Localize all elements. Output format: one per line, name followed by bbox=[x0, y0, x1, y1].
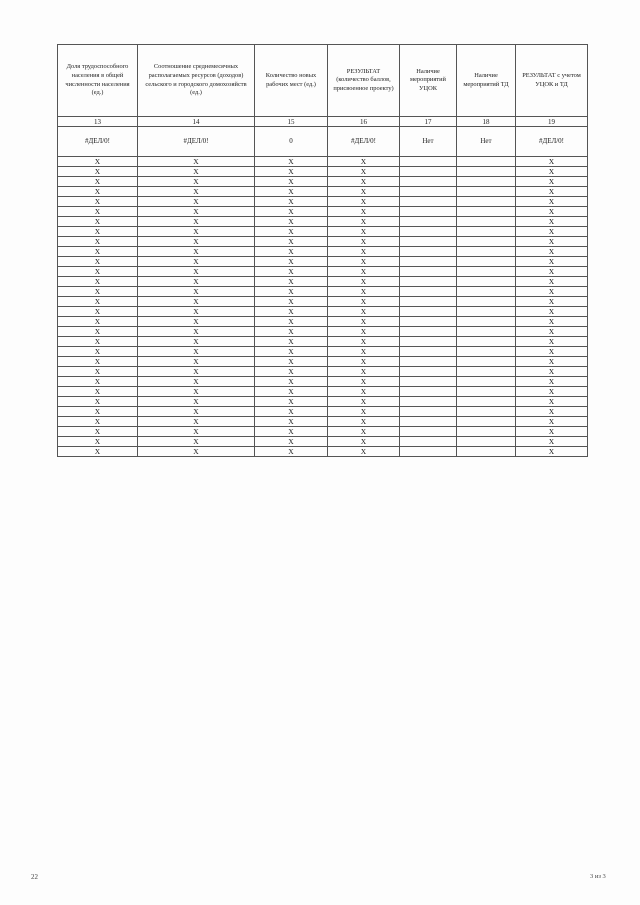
table-cell: X bbox=[138, 247, 255, 257]
table-row bbox=[58, 357, 588, 367]
table-cell: X bbox=[255, 217, 328, 227]
table-cell: X bbox=[328, 297, 400, 307]
table-cell: X bbox=[138, 217, 255, 227]
table-cell: X bbox=[58, 197, 138, 207]
table-cell bbox=[457, 197, 516, 207]
table-cell: X bbox=[58, 347, 138, 357]
table-cell: X bbox=[138, 327, 255, 337]
table-cell: X bbox=[138, 407, 255, 417]
table-cell: X bbox=[516, 437, 588, 447]
table-cell: X bbox=[328, 427, 400, 437]
table-cell: X bbox=[138, 227, 255, 237]
table-cell bbox=[457, 407, 516, 417]
table-cell: X bbox=[328, 267, 400, 277]
table-cell: X bbox=[328, 327, 400, 337]
table-cell: X bbox=[138, 167, 255, 177]
table-row bbox=[58, 267, 588, 277]
table-cell: X bbox=[138, 337, 255, 347]
table-cell: X bbox=[138, 367, 255, 377]
table-cell bbox=[400, 347, 457, 357]
table-cell bbox=[457, 217, 516, 227]
table-cell: X bbox=[255, 267, 328, 277]
table-cell: X bbox=[138, 377, 255, 387]
table-cell: X bbox=[138, 387, 255, 397]
table-cell bbox=[457, 437, 516, 447]
table-cell: X bbox=[58, 397, 138, 407]
table-cell: X bbox=[138, 187, 255, 197]
table-cell: #ДЕЛ/0! bbox=[58, 127, 138, 157]
table-cell bbox=[400, 227, 457, 237]
table-cell bbox=[400, 287, 457, 297]
table-cell bbox=[400, 197, 457, 207]
table-cell: X bbox=[58, 437, 138, 447]
table-cell: X bbox=[255, 207, 328, 217]
table-cell: X bbox=[328, 217, 400, 227]
table-row bbox=[58, 157, 588, 167]
table-cell: 0 bbox=[255, 127, 328, 157]
table-cell: X bbox=[58, 167, 138, 177]
table-cell: X bbox=[255, 307, 328, 317]
table-cell bbox=[457, 267, 516, 277]
table-cell: X bbox=[516, 257, 588, 267]
table-cell bbox=[457, 257, 516, 267]
table-row bbox=[58, 377, 588, 387]
table-cell: X bbox=[138, 357, 255, 367]
table-cell: X bbox=[255, 447, 328, 457]
table-cell bbox=[457, 237, 516, 247]
header-cell: Наличие мероприятий УЦОК bbox=[400, 45, 457, 117]
table-cell bbox=[400, 437, 457, 447]
table-cell: X bbox=[138, 157, 255, 167]
table-row bbox=[58, 217, 588, 227]
table-cell: X bbox=[328, 367, 400, 377]
table-cell: X bbox=[58, 157, 138, 167]
table-cell: X bbox=[516, 217, 588, 227]
table-cell bbox=[457, 367, 516, 377]
table-row bbox=[58, 397, 588, 407]
table-cell bbox=[400, 237, 457, 247]
table-cell: X bbox=[328, 417, 400, 427]
table-cell: X bbox=[516, 297, 588, 307]
table-cell bbox=[457, 347, 516, 357]
table-row bbox=[58, 197, 588, 207]
table-cell: X bbox=[328, 287, 400, 297]
table-cell: X bbox=[516, 307, 588, 317]
table-cell: X bbox=[255, 357, 328, 367]
table-cell: X bbox=[516, 357, 588, 367]
table-cell: X bbox=[516, 417, 588, 427]
page-counter: 3 из 3 bbox=[590, 873, 606, 880]
table-cell: X bbox=[516, 167, 588, 177]
header-cell: Количество новых рабочих мест (ед.) bbox=[255, 45, 328, 117]
table-cell: X bbox=[328, 447, 400, 457]
table-cell: X bbox=[516, 387, 588, 397]
table-cell: X bbox=[328, 347, 400, 357]
table-cell: X bbox=[138, 317, 255, 327]
table-cell: X bbox=[138, 277, 255, 287]
column-number: 16 bbox=[328, 117, 400, 127]
page-footer-left: 22 bbox=[31, 873, 38, 881]
table-cell: X bbox=[255, 347, 328, 357]
column-number: 14 bbox=[138, 117, 255, 127]
table-cell: X bbox=[138, 437, 255, 447]
table-cell: X bbox=[138, 347, 255, 357]
table-cell: X bbox=[58, 227, 138, 237]
table-row bbox=[58, 417, 588, 427]
table-cell bbox=[400, 307, 457, 317]
table-cell: X bbox=[328, 197, 400, 207]
table-cell: X bbox=[58, 387, 138, 397]
first-data-row bbox=[58, 127, 588, 157]
table-cell bbox=[457, 207, 516, 217]
table-cell bbox=[457, 417, 516, 427]
table-cell: X bbox=[138, 257, 255, 267]
header-cell: РЕЗУЛЬТАТ (количество баллов, присвоенное проекту) bbox=[328, 45, 400, 117]
table-cell: X bbox=[328, 177, 400, 187]
table-row bbox=[58, 327, 588, 337]
table-row bbox=[58, 297, 588, 307]
table-cell: X bbox=[516, 347, 588, 357]
table-cell: X bbox=[328, 397, 400, 407]
table-cell bbox=[457, 187, 516, 197]
table-cell bbox=[457, 397, 516, 407]
table-cell: X bbox=[138, 417, 255, 427]
column-number: 17 bbox=[400, 117, 457, 127]
table-row bbox=[58, 317, 588, 327]
table-cell bbox=[400, 177, 457, 187]
table-cell: X bbox=[255, 167, 328, 177]
table-cell: X bbox=[328, 237, 400, 247]
table-cell bbox=[457, 157, 516, 167]
table-cell bbox=[400, 297, 457, 307]
table-cell: X bbox=[328, 437, 400, 447]
table-cell bbox=[400, 167, 457, 177]
table-cell: X bbox=[255, 407, 328, 417]
table-cell: X bbox=[138, 447, 255, 457]
table-cell: X bbox=[516, 367, 588, 377]
table-cell bbox=[457, 447, 516, 457]
table-cell bbox=[400, 277, 457, 287]
table-cell: X bbox=[255, 327, 328, 337]
table-row bbox=[58, 247, 588, 257]
table-cell bbox=[400, 337, 457, 347]
table-cell bbox=[457, 177, 516, 187]
table-cell: X bbox=[255, 287, 328, 297]
table-row bbox=[58, 187, 588, 197]
table-cell bbox=[400, 407, 457, 417]
table-cell bbox=[457, 167, 516, 177]
table-cell bbox=[457, 427, 516, 437]
header-cell: Соотношение среднемесячных располагаемых ресурсов (доходов) сельского и городского домохозяйств (ед.) bbox=[138, 45, 255, 117]
table-cell bbox=[400, 357, 457, 367]
table-cell: X bbox=[58, 337, 138, 347]
table-cell bbox=[457, 227, 516, 237]
table-cell: X bbox=[58, 377, 138, 387]
table-cell bbox=[457, 357, 516, 367]
table-cell: X bbox=[58, 297, 138, 307]
table-cell: X bbox=[255, 397, 328, 407]
table-cell: X bbox=[255, 197, 328, 207]
table-cell: X bbox=[516, 197, 588, 207]
header-cell: РЕЗУЛЬТАТ с учетом УЦОК и ТД bbox=[516, 45, 588, 117]
table-cell: #ДЕЛ/0! bbox=[328, 127, 400, 157]
table-cell bbox=[400, 207, 457, 217]
table-cell: X bbox=[516, 237, 588, 247]
table-row bbox=[58, 407, 588, 417]
table-cell bbox=[400, 317, 457, 327]
table-cell: Нет bbox=[400, 127, 457, 157]
table-cell: X bbox=[138, 397, 255, 407]
table-cell: X bbox=[138, 297, 255, 307]
table-cell bbox=[400, 427, 457, 437]
table-cell bbox=[457, 247, 516, 257]
table-cell: X bbox=[328, 257, 400, 267]
table-cell: X bbox=[516, 267, 588, 277]
table-row bbox=[58, 447, 588, 457]
column-number: 18 bbox=[457, 117, 516, 127]
table-cell: X bbox=[328, 337, 400, 347]
table-row bbox=[58, 347, 588, 357]
table-cell bbox=[400, 327, 457, 337]
table-cell: X bbox=[255, 157, 328, 167]
table-cell: X bbox=[58, 217, 138, 227]
table-cell: X bbox=[255, 237, 328, 247]
table-cell: X bbox=[58, 177, 138, 187]
table-cell: X bbox=[138, 207, 255, 217]
header-row bbox=[58, 45, 588, 117]
table-cell bbox=[457, 297, 516, 307]
table-cell: X bbox=[255, 317, 328, 327]
table-cell: X bbox=[255, 247, 328, 257]
table-cell: X bbox=[58, 207, 138, 217]
table-cell: X bbox=[58, 427, 138, 437]
table-row bbox=[58, 437, 588, 447]
scoring-table bbox=[57, 44, 588, 457]
table-cell: X bbox=[58, 277, 138, 287]
table-cell: X bbox=[138, 237, 255, 247]
table-cell: X bbox=[255, 187, 328, 197]
column-number: 13 bbox=[58, 117, 138, 127]
table-cell: X bbox=[58, 307, 138, 317]
table-cell: X bbox=[255, 417, 328, 427]
table-cell: X bbox=[516, 407, 588, 417]
table-row bbox=[58, 307, 588, 317]
table-cell: #ДЕЛ/0! bbox=[516, 127, 588, 157]
table-cell bbox=[457, 327, 516, 337]
table-cell: X bbox=[516, 207, 588, 217]
table-cell: X bbox=[516, 447, 588, 457]
table-cell bbox=[400, 247, 457, 257]
table-cell: X bbox=[516, 277, 588, 287]
table-cell bbox=[400, 397, 457, 407]
table-cell: X bbox=[58, 267, 138, 277]
table-cell: X bbox=[58, 447, 138, 457]
table-cell: X bbox=[255, 297, 328, 307]
table-cell bbox=[457, 287, 516, 297]
table-cell: X bbox=[255, 227, 328, 237]
table-cell bbox=[400, 157, 457, 167]
table-cell: X bbox=[328, 317, 400, 327]
table-cell bbox=[400, 387, 457, 397]
column-number: 19 bbox=[516, 117, 588, 127]
table-cell: X bbox=[58, 367, 138, 377]
table-cell: X bbox=[138, 307, 255, 317]
table-row bbox=[58, 277, 588, 287]
table-cell: X bbox=[255, 387, 328, 397]
table-row bbox=[58, 237, 588, 247]
table-cell: X bbox=[255, 367, 328, 377]
table-cell: X bbox=[138, 177, 255, 187]
table-cell: X bbox=[328, 167, 400, 177]
table-cell bbox=[457, 317, 516, 327]
table-row bbox=[58, 387, 588, 397]
table-cell: X bbox=[58, 287, 138, 297]
table-cell bbox=[400, 377, 457, 387]
table-cell bbox=[400, 217, 457, 227]
table-row bbox=[58, 227, 588, 237]
table-row bbox=[58, 177, 588, 187]
table-cell: X bbox=[255, 177, 328, 187]
table-cell bbox=[400, 267, 457, 277]
table-cell: X bbox=[516, 317, 588, 327]
table-cell: X bbox=[138, 427, 255, 437]
table-row bbox=[58, 427, 588, 437]
table-row bbox=[58, 257, 588, 267]
header-cell: Доля трудоспособного населения в общей численности населения (ед.) bbox=[58, 45, 138, 117]
table-cell: X bbox=[516, 427, 588, 437]
table-cell bbox=[400, 367, 457, 377]
table-cell: X bbox=[516, 337, 588, 347]
table-cell: X bbox=[516, 247, 588, 257]
table-cell: X bbox=[516, 327, 588, 337]
table-cell: X bbox=[58, 417, 138, 427]
table-cell: X bbox=[328, 227, 400, 237]
table-cell bbox=[400, 447, 457, 457]
header-cell: Наличие мероприятий ТД bbox=[457, 45, 516, 117]
table-row bbox=[58, 367, 588, 377]
table-cell: X bbox=[138, 197, 255, 207]
table-cell: X bbox=[58, 357, 138, 367]
table-cell: X bbox=[328, 277, 400, 287]
table-cell bbox=[400, 187, 457, 197]
table-cell: Нет bbox=[457, 127, 516, 157]
table-cell: X bbox=[328, 357, 400, 367]
table-cell: X bbox=[516, 227, 588, 237]
table-cell: X bbox=[58, 247, 138, 257]
table-cell: X bbox=[138, 287, 255, 297]
table-cell: X bbox=[516, 187, 588, 197]
table-cell bbox=[457, 377, 516, 387]
table-cell: X bbox=[328, 387, 400, 397]
table-cell: X bbox=[328, 207, 400, 217]
table-cell: X bbox=[328, 377, 400, 387]
table-cell: X bbox=[328, 307, 400, 317]
table-cell: X bbox=[58, 327, 138, 337]
table-cell bbox=[457, 337, 516, 347]
table-cell: X bbox=[255, 377, 328, 387]
table-cell: X bbox=[328, 157, 400, 167]
column-number: 15 bbox=[255, 117, 328, 127]
table-cell bbox=[400, 417, 457, 427]
table-cell bbox=[457, 387, 516, 397]
table-row bbox=[58, 207, 588, 217]
table-cell: X bbox=[516, 157, 588, 167]
table-cell: X bbox=[58, 317, 138, 327]
table-row bbox=[58, 167, 588, 177]
table-cell: X bbox=[58, 187, 138, 197]
table-cell: X bbox=[58, 407, 138, 417]
table-cell: X bbox=[328, 247, 400, 257]
table-cell: X bbox=[255, 337, 328, 347]
table-cell: X bbox=[255, 427, 328, 437]
table-cell: X bbox=[58, 257, 138, 267]
table-cell bbox=[457, 277, 516, 287]
table-cell bbox=[400, 257, 457, 267]
table-cell: X bbox=[58, 237, 138, 247]
column-number-row bbox=[58, 117, 588, 127]
table-cell: X bbox=[516, 397, 588, 407]
table-cell bbox=[457, 307, 516, 317]
table-cell: X bbox=[138, 267, 255, 277]
table-row bbox=[58, 287, 588, 297]
table-cell: X bbox=[255, 277, 328, 287]
table-cell: X bbox=[516, 377, 588, 387]
table-cell: X bbox=[328, 187, 400, 197]
table-cell: X bbox=[516, 177, 588, 187]
table-cell: #ДЕЛ/0! bbox=[138, 127, 255, 157]
table-cell: X bbox=[255, 257, 328, 267]
table-row bbox=[58, 337, 588, 347]
table-cell: X bbox=[516, 287, 588, 297]
table-cell: X bbox=[255, 437, 328, 447]
table-cell: X bbox=[328, 407, 400, 417]
